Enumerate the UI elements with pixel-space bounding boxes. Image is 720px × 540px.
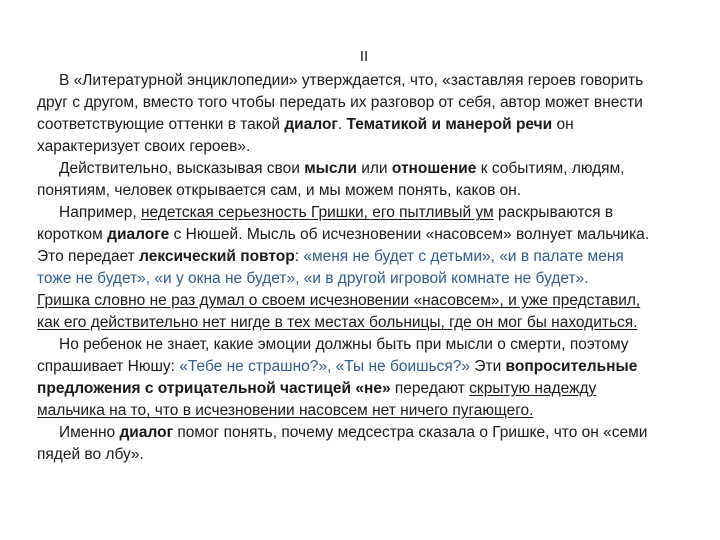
section-heading: II (359, 48, 369, 65)
text-line (37, 136, 687, 158)
text-run: Например, (59, 204, 141, 221)
text-line (37, 202, 687, 224)
text-run: помог понять, почему медсестра сказала о Гришке, что он «семи (173, 424, 648, 441)
text-line (37, 224, 687, 246)
text-line (37, 70, 687, 92)
bold-term: лексический повтор (139, 248, 295, 265)
text-run: пядей во лбу». (37, 446, 144, 463)
text-run: передают (390, 380, 470, 397)
text-run: : (294, 248, 304, 265)
text-run: к событиям, людям, (476, 160, 625, 177)
quoted-text: «Тебе не страшно?», «Ты не боишься?» (179, 358, 471, 375)
text-line (37, 246, 687, 268)
quoted-text: «меня не будет с детьми», «и в палате меня (303, 248, 624, 265)
text-line (37, 356, 687, 378)
text-run: соответствующие оттенки в такой (37, 116, 285, 133)
text-run: или (356, 160, 392, 177)
text-run: друг с другом, вместо того чтобы передать их разговор от себя, автор может внести (37, 94, 643, 111)
text-line (37, 444, 687, 466)
bold-term: предложения с отрицательной частицей «не» (37, 380, 391, 397)
text-run: Эти (470, 358, 506, 375)
bold-term: диалоге (107, 226, 170, 243)
document-body (37, 70, 687, 466)
text-run: Именно (59, 424, 120, 441)
text-line (37, 114, 687, 136)
text-run: понятиям, человек открывается сам, и мы можем понять, каков он. (37, 182, 522, 199)
text-line (37, 180, 687, 202)
underlined-text: недетская серьезность Гришки, его пытливый ум (141, 204, 494, 221)
underlined-text: скрытую надежду (469, 380, 597, 397)
underlined-text: мальчика на то, что в исчезновении насовсем нет ничего пугающего. (37, 402, 534, 419)
text-run: . (337, 116, 347, 133)
text-run: с Нюшей. Мысль об исчезновении «насовсем» волнует мальчика. (169, 226, 650, 243)
text-line (37, 422, 687, 444)
text-run: спрашивает Нюшу: (37, 358, 180, 375)
text-line (37, 400, 687, 422)
text-line (37, 312, 687, 334)
text-run: Это передает (37, 248, 140, 265)
text-run: коротком (37, 226, 108, 243)
bold-term: мысли (304, 160, 357, 177)
underlined-text: как его действительно нет нигде в тех местах больницы, где он мог бы находиться. (37, 314, 638, 331)
underlined-text: Гришка словно не раз думал о своем исчезновении «насовсем», и уже представил, (37, 292, 641, 309)
text-line (37, 334, 687, 356)
text-line (37, 378, 687, 400)
text-run: он (552, 116, 574, 133)
text-run: раскрываются в (493, 204, 614, 221)
quoted-text: тоже не будет», «и у окна не будет», «и в другой игровой комнате не будет». (37, 270, 589, 287)
bold-term: Тематикой и манерой речи (346, 116, 553, 133)
bold-term: диалог (119, 424, 174, 441)
text-run: В «Литературной энциклопедии» утверждается, что, «заставляя героев говорить (59, 72, 644, 89)
bold-term: диалог (284, 116, 338, 133)
bold-term: вопросительные (505, 358, 638, 375)
bold-term: отношение (391, 160, 477, 177)
text-line (37, 92, 687, 114)
text-run: характеризует своих героев». (37, 138, 251, 155)
text-run: Но ребенок не знает, какие эмоции должны быть при мысли о смерти, поэтому (59, 336, 629, 353)
text-line (37, 158, 687, 180)
text-run: Действительно, высказывая свои (59, 160, 305, 177)
text-line (37, 290, 687, 312)
text-line (37, 268, 687, 290)
